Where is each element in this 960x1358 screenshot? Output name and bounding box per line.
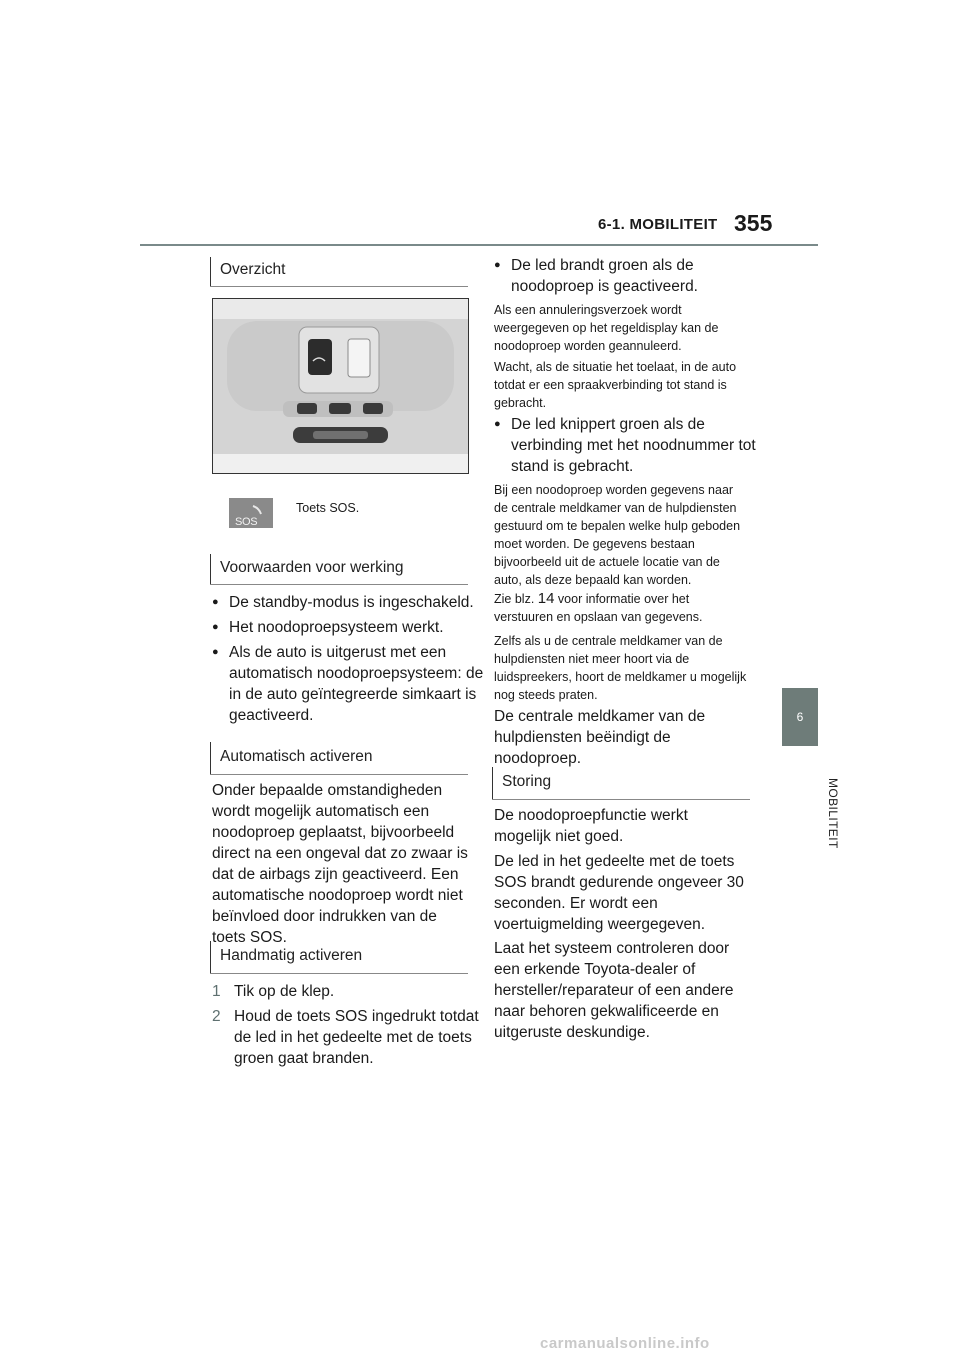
step-number: 2 [212,1008,221,1025]
watermark: carmanualsonline.info [540,1335,710,1352]
chapter-side-label: MOBILITEIT [826,778,840,849]
heading-automatisch [210,742,373,774]
overhead-console-photo [212,298,469,474]
heading-voorwaarden [210,554,404,584]
list-item: ● Als de auto is uitgerust met een automatisch noodoproepsysteem: de in de auto geïntegreerde simkaart is geactiveerd. [212,642,485,726]
heading-rule [210,584,468,585]
sos-key-label: SOS [235,516,258,528]
heading-storing-text: Storing [502,773,552,790]
step-item [212,1006,484,1069]
note-text: voor informatie over het verstuuren en opslaan van gegevens. [494,592,703,624]
heading-handmatig-text: Handmatig activeren [220,947,363,964]
step-item [212,981,484,1002]
step-text: Houd de toets SOS ingedrukt totdat de led in het gedeelte met de toets groen gaat branden. [234,1008,479,1067]
overhead-console-illustration [213,299,468,473]
step-text: Tik op de klep. [234,983,335,1000]
page-number: 355 [734,210,773,236]
note-paragraph: Bij een noodoproep worden gegevens naar de centrale meldkamer van de hulpdiensten gestuurd om te bepalen welke hulp geboden moet worden. De gegevens bestaan bijvoorbeeld uit de actuele locatie van de auto, als deze bepaald kan worden. [494,483,741,587]
chapter-tab[interactable]: 6 [782,688,818,746]
heading-rule [210,774,468,775]
heading-automatisch-text: Automatisch activeren [220,748,373,765]
page-reference-link[interactable]: 14 [537,590,555,607]
heading-rule [210,286,468,287]
heading-storing [492,767,551,799]
heading-rule [210,973,468,974]
step-number: 1 [212,983,221,1000]
note-paragraph: Zelfs als u de centrale meldkamer van de hulpdiensten niet meer hoort via de luidspreekers, hoort de meldkamer u mogelijk nog steeds praten. [494,634,747,702]
paragraph: Laat het systeem controleren door een erkende Toyota-dealer of hersteller/reparateur of een andere naar behoren gekwalificeerde en uitgeruste deskundige. [494,940,734,1041]
paragraph: De noodoproepfunctie werkt mogelijk niet goed. [494,807,688,845]
paragraph: De centrale meldkamer van de hulpdiensten beëindigt de noodoproep. [494,708,706,767]
list-item: ● De led brandt groen als de noodoproep is geactiveerd. [494,255,751,297]
section-title: 6-1. MOBILITEIT [598,216,718,233]
list-item: ● Het noodoproepsysteem werkt. [212,617,487,638]
paragraph-automatisch: Onder bepaalde omstandigheden wordt mogelijk automatisch een noodoproep geplaatst, bijvoorbeeld direct na een ongeval dat zo zwaar is dat de airbags zijn geactiveerd. Een automatische noodoproep wordt niet beïnvloed door indrukken van de toets SOS. [212,782,468,946]
sos-caption: Toets SOS. [296,501,360,515]
heading-handmatig [210,941,362,973]
note-paragraph: Wacht, als de situatie het toelaat, in de auto totdat er een spraakverbinding tot stand is gebracht. [494,360,737,410]
heading-overzicht [210,257,285,287]
list-item: ● De led knippert groen als de verbinding met het noodnummer tot stand is gebracht. [494,414,767,477]
heading-overzicht-text: Overzicht [220,261,286,278]
note-paragraph [494,590,750,626]
heading-voorwaarden-text: Voorwaarden voor werking [220,559,404,576]
header-rule [140,244,818,246]
note-paragraph: Als een annuleringsverzoek wordt weergegeven op het regeldisplay kan de noodoproep worden geannuleerd. [494,303,719,353]
heading-rule [492,799,750,800]
paragraph: De led in het gedeelte met de toets SOS brandt gedurende ongeveer 30 seconden. Er wordt een voertuigmelding weergegeven. [494,853,744,933]
list-item: ● De standby-modus is ingeschakeld. [212,592,487,613]
note-text: Zie blz. [494,592,538,606]
